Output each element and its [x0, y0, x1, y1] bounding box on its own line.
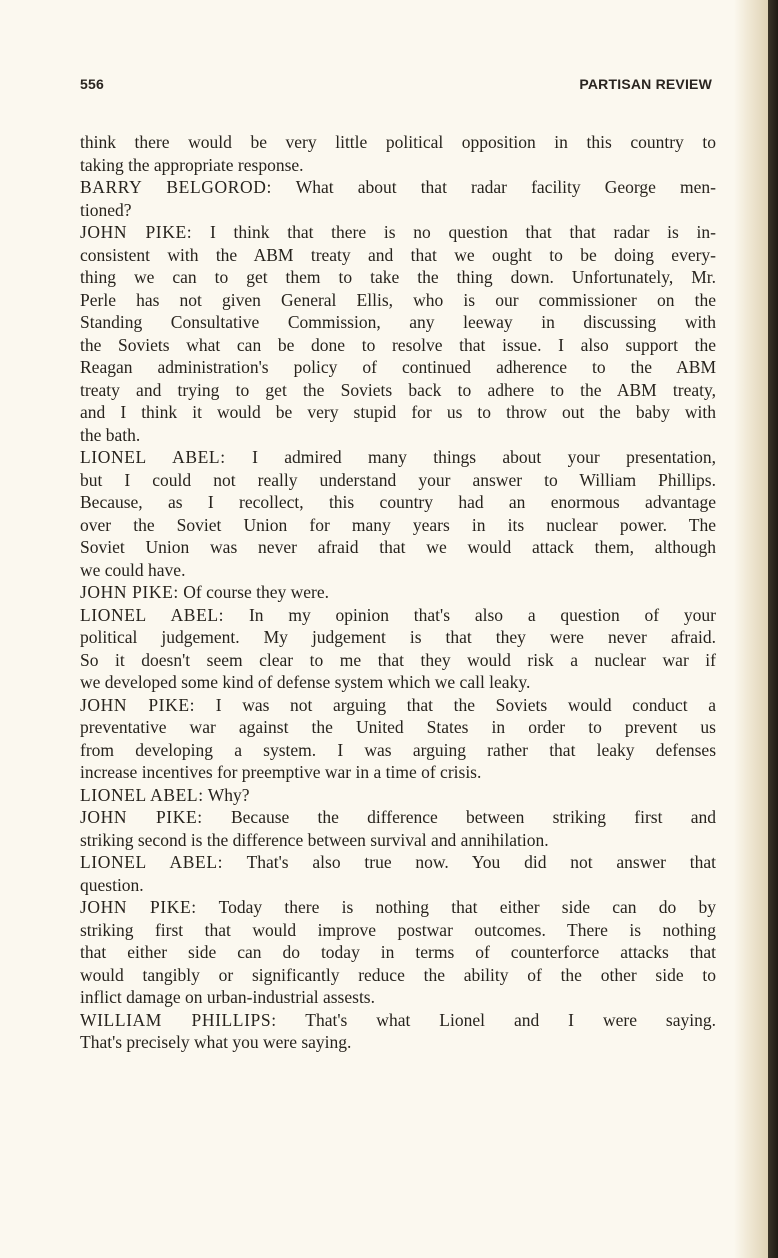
line-text: the Soviets what can be done to resolve that issue. I also support the — [80, 334, 716, 355]
text-line — [80, 784, 716, 807]
text-line — [80, 739, 716, 762]
paragraph — [80, 446, 716, 581]
speaker-name: JOHN PIKE: — [80, 694, 196, 715]
paragraph — [80, 694, 716, 784]
line-text: I admired many things about your presentation, — [225, 447, 716, 467]
text-line — [80, 806, 716, 829]
line-text: Of course they were. — [178, 582, 330, 602]
line-text: and I think it would be very stupid for us to throw out the baby with — [80, 402, 716, 422]
line-text: striking first that would improve postwar outcomes. There is nothing — [80, 919, 716, 940]
line-text: Today there is nothing that either side can do by — [196, 897, 716, 917]
line-text: would tangibly or significantly reduce the ability of the other side to — [80, 964, 716, 985]
text-line — [80, 671, 716, 694]
line-text: striking second is the difference between survival and annihilation. — [80, 829, 549, 850]
line-text: question. — [80, 874, 144, 895]
speaker-name: JOHN PIKE: — [80, 897, 197, 917]
line-text: Perle has not given General Ellis, who is our commissioner on the — [80, 289, 716, 310]
text-line — [80, 851, 716, 874]
paragraph — [80, 221, 716, 446]
paragraph — [80, 131, 716, 176]
text-line — [80, 1009, 716, 1032]
line-text: That's what Lionel and I were saying. — [276, 1009, 716, 1030]
paragraph — [80, 896, 716, 1009]
line-text: taking the appropriate response. — [80, 154, 304, 175]
paragraph — [80, 176, 716, 221]
text-line — [80, 199, 716, 222]
page-number: 556 — [80, 76, 104, 92]
paragraph — [80, 581, 716, 604]
text-line — [80, 221, 716, 244]
line-text: treaty and trying to get the Soviets back to adhere to the ABM treaty, — [80, 379, 716, 400]
text-line — [80, 536, 716, 559]
speaker-name: JOHN PIKE: — [80, 582, 179, 602]
text-line — [80, 154, 716, 177]
line-text: think there would be very little political opposition in this country to — [80, 132, 716, 152]
paragraph — [80, 1009, 716, 1054]
text-line — [80, 311, 716, 334]
text-line — [80, 514, 716, 537]
line-text: tioned? — [80, 199, 132, 220]
text-line — [80, 131, 716, 154]
speaker-name: LIONEL ABEL: — [80, 784, 204, 805]
line-text: Standing Consultative Commission, any leeway in discussing with — [80, 312, 716, 332]
text-line — [80, 896, 716, 919]
line-text: I think that there is no question that that radar is in- — [192, 222, 717, 242]
text-line — [80, 334, 716, 357]
paragraph — [80, 806, 716, 851]
line-text: inflict damage on urban-industrial assests. — [80, 987, 375, 1007]
text-line — [80, 694, 716, 717]
text-line — [80, 266, 716, 289]
text-line — [80, 469, 716, 492]
paragraph — [80, 784, 716, 807]
text-line — [80, 964, 716, 987]
text-line — [80, 649, 716, 672]
line-text: What about that radar facility George men- — [271, 177, 716, 197]
text-line — [80, 829, 716, 852]
text-line — [80, 716, 716, 739]
line-text: Reagan administration's policy of continued adherence to the ABM — [80, 357, 716, 377]
line-text: Why? — [203, 784, 250, 805]
text-line — [80, 761, 716, 784]
line-text: but I could not really understand your answer to William Phillips. — [80, 469, 716, 490]
text-line — [80, 874, 716, 897]
speaker-name: BARRY BELGOROD: — [80, 177, 272, 197]
line-text: Because the difference between striking first and — [202, 807, 716, 827]
line-text: increase incentives for preemptive war in a time of crisis. — [80, 762, 482, 782]
speaker-name: LIONEL ABEL: — [80, 852, 224, 872]
line-text: I was not arguing that the Soviets would conduct a — [195, 694, 716, 715]
line-text: preventative war against the United States in order to prevent us — [80, 717, 716, 737]
paragraph — [80, 851, 716, 896]
line-text: we developed some kind of defense system which we call leaky. — [80, 672, 531, 692]
text-line — [80, 1031, 716, 1054]
line-text: Soviet Union was never afraid that we would attack them, although — [80, 537, 716, 557]
text-line — [80, 626, 716, 649]
text-line — [80, 176, 716, 199]
line-text: political judgement. My judgement is that they were never afraid. — [80, 627, 716, 647]
line-text: consistent with the ABM treaty and that we ought to be doing every- — [80, 244, 716, 265]
line-text: That's precisely what you were saying. — [80, 1032, 352, 1052]
line-text: we could have. — [80, 559, 186, 580]
text-line — [80, 289, 716, 312]
line-text: That's also true now. You did not answer that — [223, 852, 716, 872]
book-fore-edge — [768, 0, 778, 1258]
text-line — [80, 424, 716, 447]
text-line — [80, 244, 716, 267]
line-text: thing we can to get them to take the thing down. Unfortunately, Mr. — [80, 267, 716, 287]
line-text: Because, as I recollect, this country had an enormous advantage — [80, 492, 716, 512]
line-text: over the Soviet Union for many years in its nuclear power. The — [80, 514, 716, 535]
paragraph — [80, 604, 716, 694]
text-line — [80, 401, 716, 424]
text-line — [80, 604, 716, 627]
line-text: the bath. — [80, 424, 141, 445]
text-line — [80, 446, 716, 469]
line-text: In my opinion that's also a question of your — [224, 604, 716, 625]
text-line — [80, 919, 716, 942]
text-line — [80, 356, 716, 379]
text-line — [80, 941, 716, 964]
speaker-name: LIONEL ABEL: — [80, 604, 225, 625]
running-title: PARTISAN REVIEW — [579, 76, 712, 92]
speaker-name: LIONEL ABEL: — [80, 447, 226, 467]
line-text: So it doesn't seem clear to me that they would risk a nuclear war if — [80, 649, 716, 670]
text-line — [80, 559, 716, 582]
text-line — [80, 986, 716, 1009]
body-text — [80, 131, 716, 1054]
speaker-name: JOHN PIKE: — [80, 222, 193, 242]
speaker-name: WILLIAM PHILLIPS: — [80, 1009, 277, 1030]
line-text: that either side can do today in terms of counterforce attacks that — [80, 942, 716, 962]
speaker-name: JOHN PIKE: — [80, 807, 203, 827]
text-line — [80, 581, 716, 604]
text-line — [80, 379, 716, 402]
text-line — [80, 491, 716, 514]
line-text: from developing a system. I was arguing rather that leaky defenses — [80, 739, 716, 760]
